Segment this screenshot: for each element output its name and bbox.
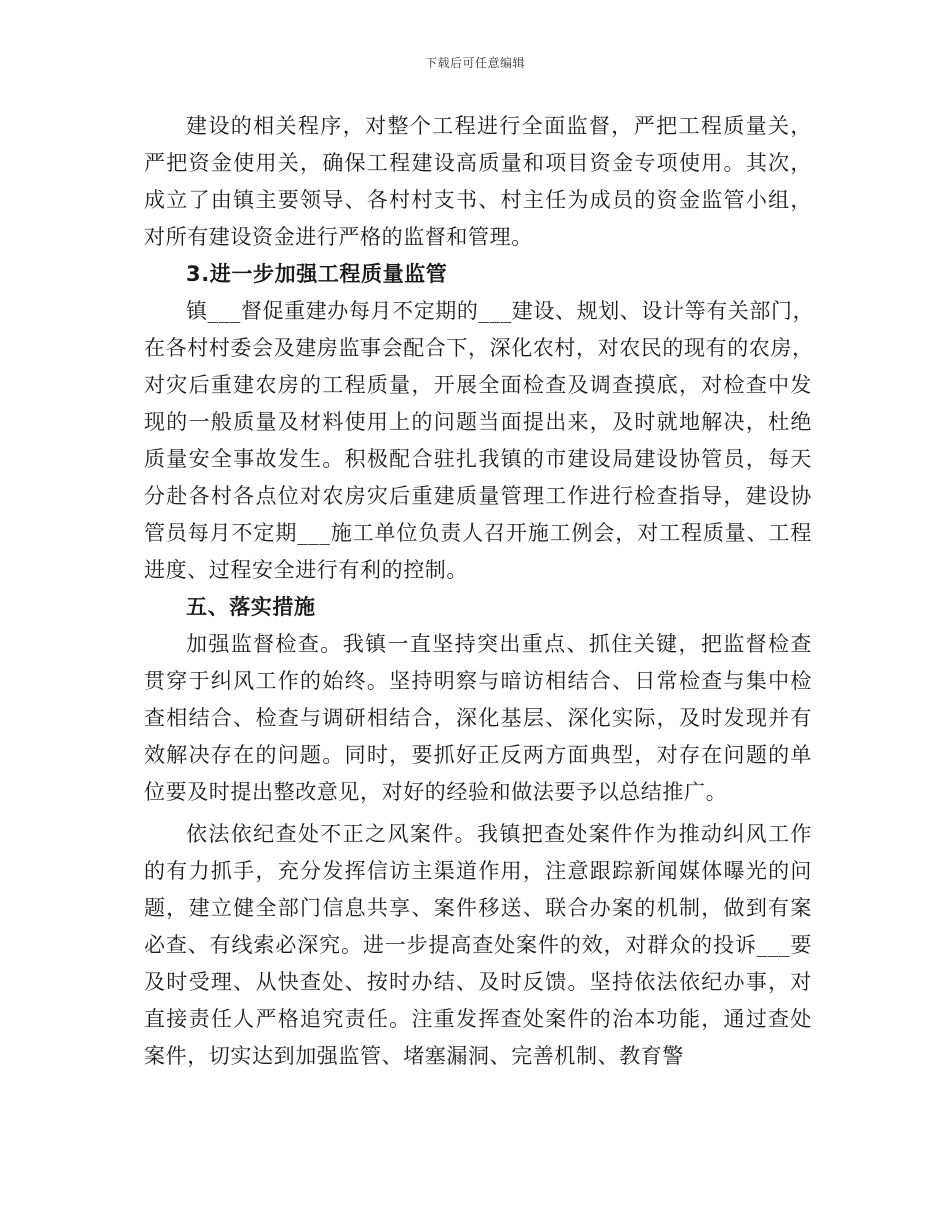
text-line: 进度、过程安全进行有利的控制。 xyxy=(144,558,468,582)
paragraph xyxy=(144,816,812,1075)
text-line: 严把资金使用关，确保工程建设高质量和项目资金专项使用。其次， xyxy=(144,151,812,175)
text-line: 及时受理、从快查处、按时办结、及时反馈。坚持依法依纪办事，对 xyxy=(144,970,812,994)
text-line: 效解决存在的问题。同时，要抓好正反两方面典型，对存在问题的单 xyxy=(144,743,812,767)
text-line: 对所有建设资金进行严格的监督和管理。 xyxy=(144,225,533,249)
text-line: 直接责任人严格追究责任。注重发挥查处案件的治本功能，通过查处 xyxy=(144,1007,812,1031)
paragraph xyxy=(144,293,815,589)
text-line: 的有力抓手，充分发挥信访主渠道作用，注意跟踪新闻媒体曝光的问 xyxy=(144,859,812,883)
page-header: 下载后可任意编辑 xyxy=(424,56,525,70)
text-line: 分赴各村各点位对农房灾后重建质量管理工作进行检查指导，建设协 xyxy=(144,484,812,508)
text-line: 案件，切实达到加强监管、堵塞漏洞、完善机制、教育警 xyxy=(144,1044,684,1068)
paragraph xyxy=(144,108,812,256)
text-line: 在各村村委会及建房监事会配合下，深化农村，对农民的现有的农房， xyxy=(144,336,814,360)
paragraph xyxy=(144,626,812,811)
document-body xyxy=(144,108,815,1075)
text-line: 必查、有线索必深究。进一步提高查处案件的效，对群众的投诉___要 xyxy=(144,933,812,957)
section-heading: 五、落实措施 xyxy=(186,595,316,619)
text-line: 管员每月不定期___施工单位负责人召开施工例会，对工程质量、工程 xyxy=(144,521,812,545)
section-heading: 3.进一步加强工程质量监管 xyxy=(186,262,448,286)
text-line: 质量安全事故发生。积极配合驻扎我镇的市建设局建设协管员，每天 xyxy=(144,447,812,471)
text-line: 加强监督检查。我镇一直坚持突出重点、抓住关键，把监督检查 xyxy=(186,632,812,656)
text-line: 贯穿于纠风工作的始终。坚持明察与暗访相结合、日常检查与集中检 xyxy=(144,669,812,693)
text-line: 成立了由镇主要领导、各村村支书、村主任为成员的资金监管小组， xyxy=(144,188,812,212)
text-line: 查相结合、检查与调研相结合，深化基层、深化实际，及时发现并有 xyxy=(144,706,812,730)
text-line: 依法依纪查处不正之风案件。我镇把查处案件作为推动纠风工作 xyxy=(186,822,812,846)
text-line: 对灾后重建农房的工程质量，开展全面检查及调查摸底，对检查中发 xyxy=(144,373,812,397)
text-line: 位要及时提出整改意见，对好的经验和做法要予以总结推广。 xyxy=(144,780,728,804)
text-line: 镇___督促重建办每月不定期的___建设、规划、设计等有关部门， xyxy=(186,299,815,323)
text-line: 建设的相关程序，对整个工程进行全面监督，严把工程质量关， xyxy=(186,114,812,138)
text-line: 题，建立健全部门信息共享、案件移送、联合办案的机制，做到有案 xyxy=(144,896,812,920)
text-line: 现的一般质量及材料使用上的问题当面提出来，及时就地解决，杜绝 xyxy=(144,410,812,434)
